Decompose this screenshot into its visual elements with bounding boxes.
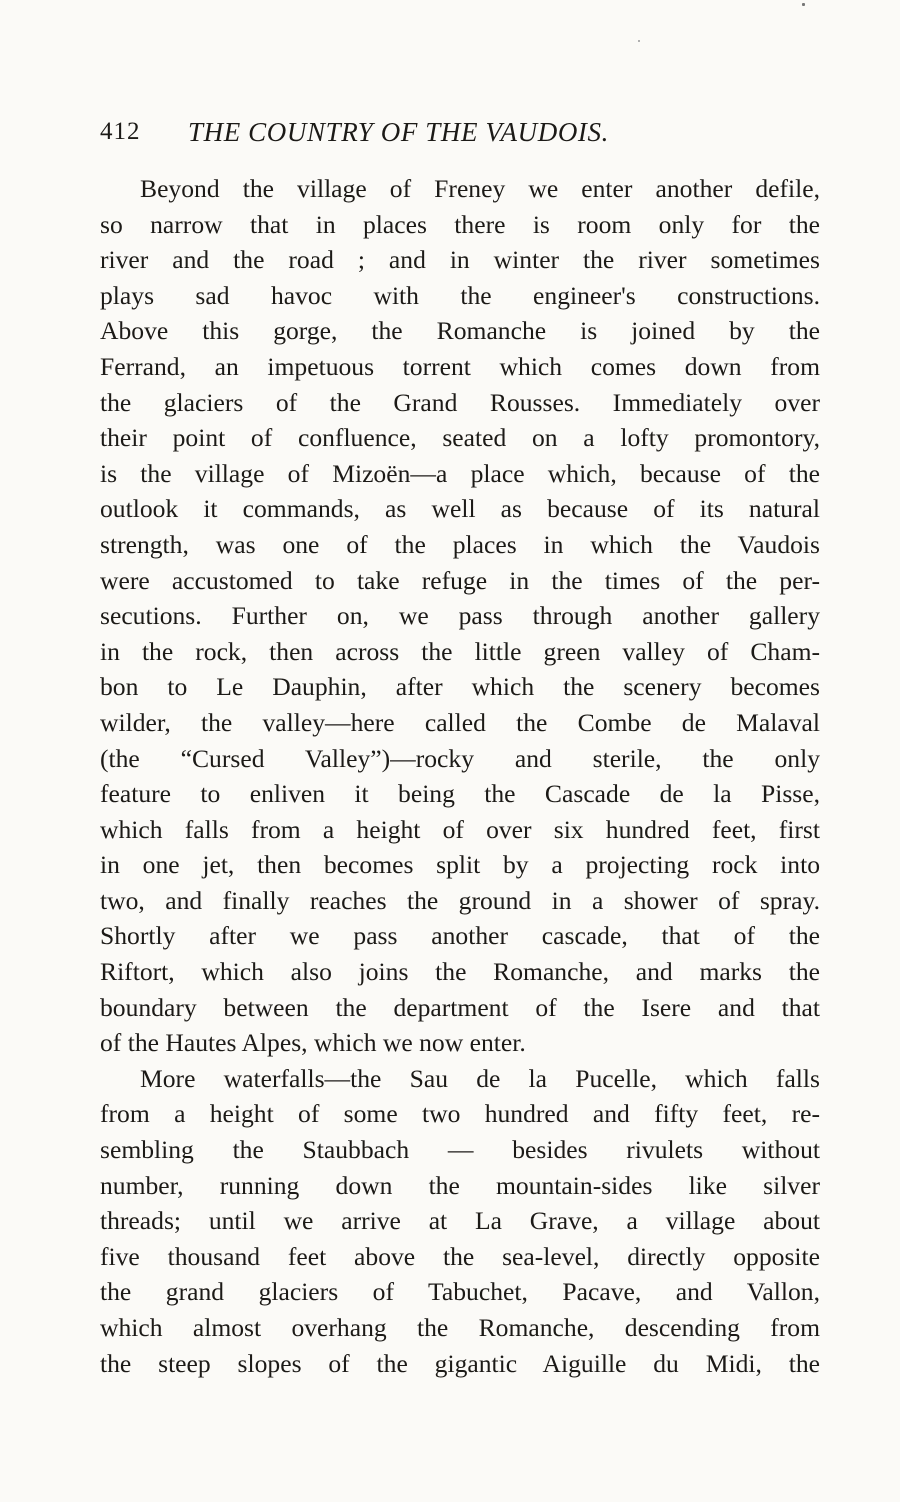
text-line: feature to enliven it being the Cascade de la Pisse, [100, 779, 820, 809]
text-line: boundary between the department of the Isere and that [100, 992, 820, 1022]
running-title: THE COUNTRY OF THE VAUDOIS. [188, 117, 609, 147]
text-line: which falls from a height of over six hundred feet, first [100, 814, 820, 844]
page-body [100, 171, 820, 1381]
text-line: strength, was one of the places in which the Vaudois [100, 529, 820, 559]
text-line: of the Hautes Alpes, which we now enter. [100, 1028, 526, 1058]
text-line: bon to Le Dauphin, after which the scenery becomes [100, 672, 820, 702]
text-line: the grand glaciers of Tabuchet, Pacave, and Vallon, [100, 1277, 820, 1307]
text-line: Riftort, which also joins the Romanche, and marks the [100, 957, 820, 987]
text-line: sembling the Staubbach — besides rivulets without [100, 1135, 820, 1165]
text-line: Beyond the village of Freney we enter another defile, [140, 174, 820, 203]
text-line: plays sad havoc with the engineer's constructions. [100, 280, 820, 310]
text-line: which almost overhang the Romanche, descending from [100, 1313, 820, 1342]
text-line: from a height of some two hundred and fifty feet, re- [100, 1099, 820, 1129]
text-line: (the “Cursed Valley”)—rocky and sterile, the only [100, 743, 820, 773]
text-line: in one jet, then becomes split by a projecting rock into [100, 850, 820, 880]
text-line: two, and finally reaches the ground in a shower of spray. [100, 885, 820, 915]
text-line: Ferrand, an impetuous torrent which comes down from [100, 351, 820, 381]
running-header [100, 112, 820, 152]
text-line: their point of confluence, seated on a lofty promontory, [100, 423, 820, 453]
text-line: secutions. Further on, we pass through another gallery [100, 601, 820, 631]
text-line: so narrow that in places there is room only for the [100, 209, 820, 239]
paragraph-2 [100, 1061, 820, 1381]
text-line: outlook it commands, as well as because of its natural [100, 494, 820, 524]
paper-speck [802, 3, 805, 6]
text-line: the glaciers of the Grand Rousses. Immediately over [100, 387, 820, 417]
text-line: threads; until we arrive at La Grave, a village about [100, 1206, 820, 1236]
text-line: in the rock, then across the little green valley of Cham- [100, 636, 820, 666]
paragraph-1 [100, 171, 820, 1061]
text-line: number, running down the mountain-sides like silver [100, 1170, 820, 1200]
text-line: Above this gorge, the Romanche is joined by the [100, 316, 820, 346]
text-line: were accustomed to take refuge in the times of the per- [100, 565, 820, 595]
paper-speck [638, 40, 640, 42]
text-line: five thousand feet above the sea-level, directly opposite [100, 1241, 820, 1271]
page-number: 412 [100, 118, 141, 145]
text-line: river and the road ; and in winter the river sometimes [100, 245, 820, 275]
text-line: Shortly after we pass another cascade, that of the [100, 921, 820, 951]
text-line: More waterfalls—the Sau de la Pucelle, which falls [140, 1063, 820, 1093]
text-line: is the village of Mizoën—a place which, because of the [100, 458, 820, 488]
text-line: the steep slopes of the gigantic Aiguille du Midi, the [100, 1348, 820, 1378]
text-line: wilder, the valley—here called the Combe de Malaval [100, 707, 820, 737]
